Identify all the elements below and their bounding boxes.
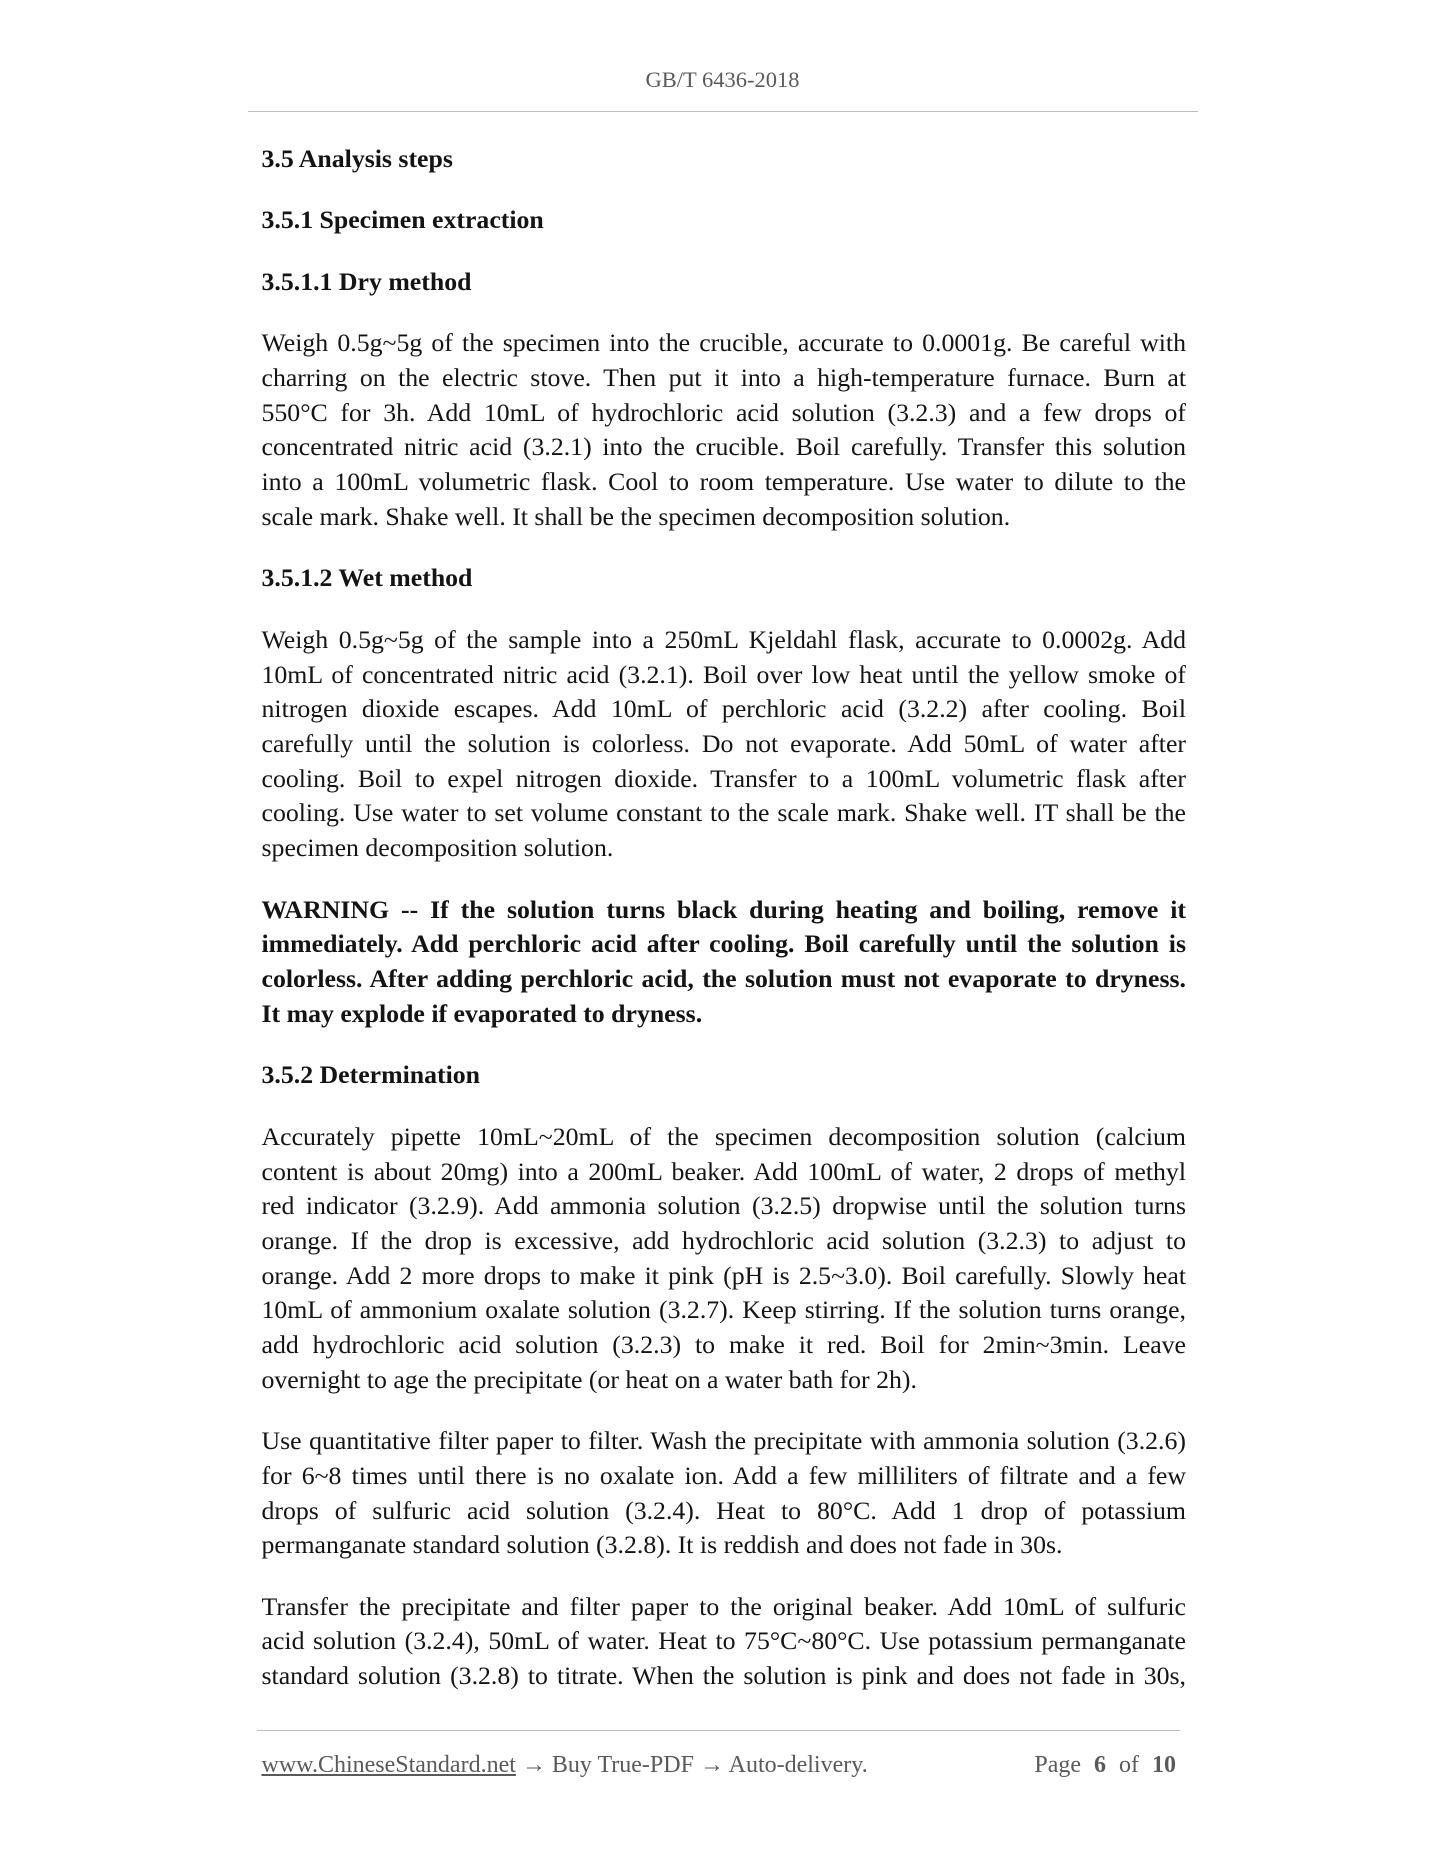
page-footer <box>262 1748 1177 1782</box>
warning-line: WARNING -- If the solution turns black during heating and boiling, remove it <box>261 894 1186 924</box>
paragraph-wet-method <box>262 623 1187 866</box>
paragraph-line: 10mL of concentrated nitric acid (3.2.1). Boil over low heat until the yellow smoke of <box>261 659 1186 689</box>
paragraph-line: orange. If the drop is excessive, add hydrochloric acid solution (3.2.3) to adjust to <box>261 1225 1186 1255</box>
paragraph-line: concentrated nitric acid (3.2.1) into the crucible. Boil carefully. Transfer this solution <box>261 432 1186 462</box>
site-link[interactable]: www.ChineseStandard.net <box>261 1752 516 1778</box>
header-divider <box>248 111 1198 112</box>
warning-paragraph <box>262 893 1187 1032</box>
paragraph-line: standard solution (3.2.8) to titrate. When the solution is pink and does not fade in 30s, <box>261 1661 1186 1691</box>
paragraph-line: overnight to age the precipitate (or heat on a water bath for 2h). <box>261 1364 917 1394</box>
paragraph-line: Accurately pipette 10mL~20mL of the specimen decomposition solution (calcium <box>261 1121 1186 1151</box>
warning-line: immediately. Add perchloric acid after cooling. Boil carefully until the solution is <box>261 929 1186 959</box>
running-header: GB/T 6436-2018 <box>645 67 800 92</box>
heading-3-5-1-2: 3.5.1.2 Wet method <box>261 563 473 593</box>
paragraph-line: charring on the electric stove. Then put it into a high-temperature furnace. Burn at <box>261 363 1186 393</box>
page-total: 10 <box>1152 1752 1176 1778</box>
heading-3-5-1: 3.5.1 Specimen extraction <box>261 205 544 235</box>
paragraph-determination-2 <box>262 1424 1187 1563</box>
paragraph-line: 550°C for 3h. Add 10mL of hydrochloric acid solution (3.2.3) and a few drops of <box>261 397 1186 427</box>
paragraph-line: add hydrochloric acid solution (3.2.3) to make it red. Boil for 2min~3min. Leave <box>261 1329 1186 1359</box>
paragraph-line: for 6~8 times until there is no oxalate ion. Add a few milliliters of filtrate and a few <box>261 1460 1186 1490</box>
warning-line: colorless. After adding perchloric acid, the solution must not evaporate to dryness. <box>261 963 1186 993</box>
document-body <box>262 142 1187 1721</box>
paragraph-line: permanganate standard solution (3.2.8). It is reddish and does not fade in 30s. <box>261 1530 1063 1560</box>
paragraph-line: acid solution (3.2.4), 50mL of water. Heat to 75°C~80°C. Use potassium permanganate <box>261 1626 1186 1656</box>
paragraph-line: drops of sulfuric acid solution (3.2.4). Heat to 80°C. Add 1 drop of potassium <box>261 1495 1186 1525</box>
heading-3-5-2: 3.5.2 Determination <box>261 1060 481 1090</box>
footer-promo-text: → Buy True-PDF → Auto-delivery. <box>521 1752 868 1778</box>
heading-3-5: 3.5 Analysis steps <box>261 143 453 173</box>
heading-3-5-1-1: 3.5.1.1 Dry method <box>261 266 472 296</box>
paragraph-determination-1 <box>262 1120 1187 1397</box>
page-indicator <box>1034 1748 1176 1782</box>
paragraph-line: red indicator (3.2.9). Add ammonia solution (3.2.5) dropwise until the solution turns <box>261 1191 1186 1221</box>
paragraph-line: into a 100mL volumetric flask. Cool to room temperature. Use water to dilute to the <box>261 467 1186 497</box>
footer-divider <box>257 1730 1180 1731</box>
page-current: 6 <box>1094 1752 1106 1778</box>
paragraph-line: specimen decomposition solution. <box>261 833 614 862</box>
footer-promo <box>262 1748 868 1782</box>
paragraph-line: Weigh 0.5g~5g of the sample into a 250mL Kjeldahl flask, accurate to 0.0002g. Add <box>261 625 1186 655</box>
paragraph-line: cooling. Boil to expel nitrogen dioxide. Transfer to a 100mL volumetric flask after <box>261 763 1186 793</box>
paragraph-line: carefully until the solution is colorless. Do not evaporate. Add 50mL of water after <box>261 729 1186 759</box>
paragraph-line: cooling. Use water to set volume constant to the scale mark. Shake well. IT shall be the <box>261 798 1186 828</box>
paragraph-line: Use quantitative filter paper to filter. Wash the precipitate with ammonia solution (3.2.6) <box>261 1426 1186 1456</box>
page-of-label: of <box>1119 1752 1139 1778</box>
paragraph-line: orange. Add 2 more drops to make it pink (pH is 2.5~3.0). Boil carefully. Slowly heat <box>261 1260 1186 1290</box>
paragraph-line: Weigh 0.5g~5g of the specimen into the crucible, accurate to 0.0001g. Be careful with <box>261 328 1186 358</box>
paragraph-dry-method <box>262 326 1187 534</box>
paragraph-line: 10mL of ammonium oxalate solution (3.2.7). Keep stirring. If the solution turns orange, <box>261 1295 1186 1325</box>
paragraph-determination-3 <box>262 1590 1187 1694</box>
paragraph-line: scale mark. Shake well. It shall be the specimen decomposition solution. <box>261 501 1011 531</box>
page-label: Page <box>1034 1752 1081 1778</box>
paragraph-line: nitrogen dioxide escapes. Add 10mL of perchloric acid (3.2.2) after cooling. Boil <box>261 694 1186 724</box>
paragraph-line: content is about 20mg) into a 200mL beaker. Add 100mL of water, 2 drops of methyl <box>261 1156 1186 1186</box>
warning-line: It may explode if evaporated to dryness. <box>261 998 703 1028</box>
paragraph-line: Transfer the precipitate and filter paper to the original beaker. Add 10mL of sulfuric <box>261 1591 1186 1621</box>
